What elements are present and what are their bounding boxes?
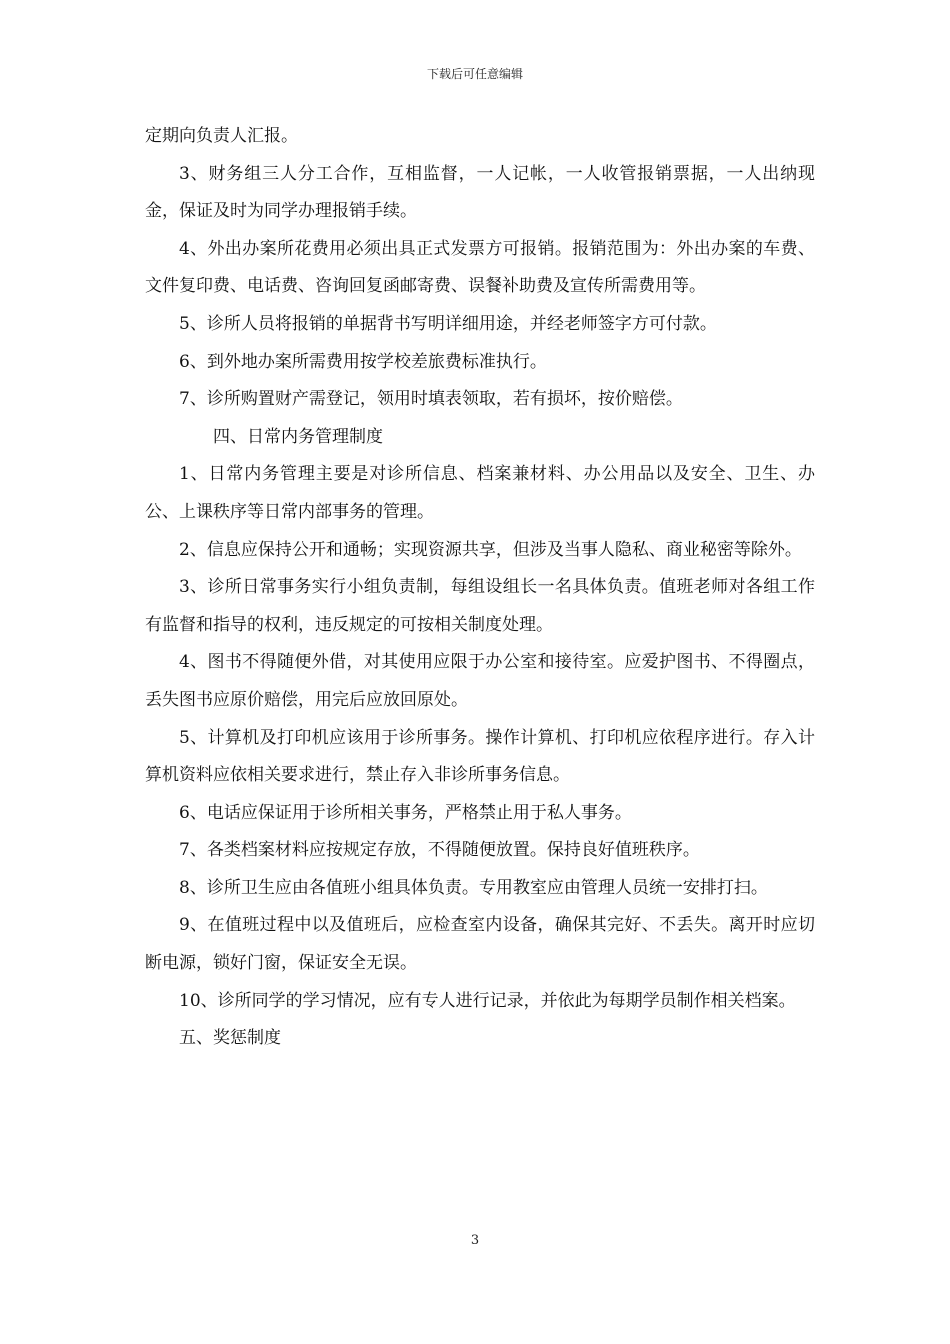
- section-heading: 五、奖惩制度: [179, 1028, 281, 1049]
- paragraph: 7、各类档案材料应按规定存放，不得随便放置。保持良好值班秩序。: [179, 840, 700, 861]
- paragraph: 4、图书不得随便外借，对其使用应限于办公室和接待室。应爱护图书、不得圈点，丢失图书应原价赔偿，用完后应放回原处。: [145, 652, 815, 710]
- page-header-note: 下载后可任意编辑: [426, 67, 523, 81]
- paragraph: 定期向负责人汇报。: [145, 126, 298, 146]
- paragraph: 1、日常内务管理主要是对诊所信息、档案兼材料、办公用品以及安全、卫生、办公、上课秩序等日常内部事务的管理。: [145, 464, 815, 522]
- paragraph: 2、信息应保持公开和通畅；实现资源共享，但涉及当事人隐私、商业秘密等除外。: [179, 539, 802, 560]
- paragraph: 9、在值班过程中以及值班后，应检查室内设备，确保其完好、不丢失。离开时应切断电源，锁好门窗，保证安全无误。: [145, 915, 815, 974]
- paragraph: 6、电话应保证用于诊所相关事务，严格禁止用于私人事务。: [179, 802, 632, 823]
- page-number: 3: [470, 1233, 480, 1248]
- paragraph: 10、诊所同学的学习情况，应有专人进行记录，并依此为每期学员制作相关档案。: [179, 990, 796, 1011]
- paragraph: 8、诊所卫生应由各值班小组具体负责。专用教室应由管理人员统一安排打扫。: [179, 877, 768, 898]
- paragraph: 3、诊所日常事务实行小组负责制，每组设组长一名具体负责。值班老师对各组工作有监督和指导的权利，违反规定的可按相关制度处理。: [145, 577, 815, 635]
- paragraph: 5、诊所人员将报销的单据背书写明详细用途，并经老师签字方可付款。: [179, 313, 717, 334]
- section-heading: 四、日常内务管理制度: [213, 426, 383, 447]
- paragraph: 7、诊所购置财产需登记，领用时填表领取，若有损坏，按价赔偿。: [179, 389, 683, 410]
- paragraph: 3、财务组三人分工合作，互相监督，一人记帐，一人收管报销票据，一人出纳现金，保证及时为同学办理报销手续。: [145, 163, 815, 222]
- paragraph: 5、计算机及打印机应该用于诊所事务。操作计算机、打印机应依程序进行。存入计算机资料应依相关要求进行，禁止存入非诊所事务信息。: [145, 727, 815, 786]
- document-body: [145, 118, 815, 1058]
- paragraph: 4、外出办案所花费用必须出具正式发票方可报销。报销范围为：外出办案的车费、文件复印费、电话费、咨询回复函邮寄费、误餐补助费及宣传所需费用等。: [145, 238, 815, 297]
- paragraph: 6、到外地办案所需费用按学校差旅费标准执行。: [179, 351, 547, 372]
